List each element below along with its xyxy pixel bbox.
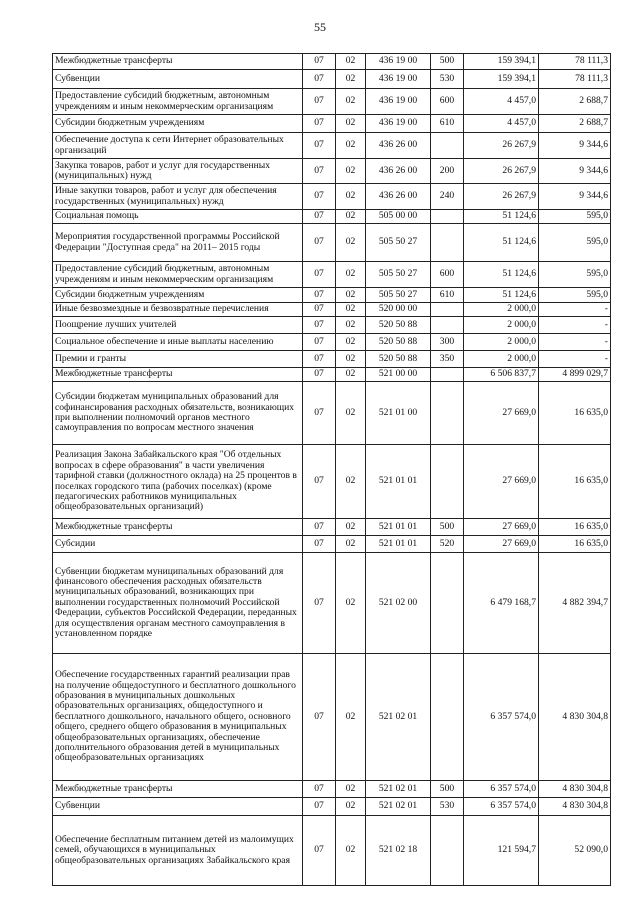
cell-expense-type: 300 <box>431 334 464 351</box>
cell-target-article: 436 19 00 <box>366 115 431 133</box>
cell-expense-type: 500 <box>431 54 464 70</box>
cell-subsection: 02 <box>336 317 366 334</box>
cell-section: 07 <box>303 89 336 115</box>
cell-target-article: 521 00 00 <box>366 368 431 382</box>
table-row <box>53 54 611 70</box>
cell-amount-approved: 6 357 574,0 <box>464 781 539 798</box>
cell-section: 07 <box>303 210 336 224</box>
cell-subsection: 02 <box>336 553 366 654</box>
cell-expense-type: 610 <box>431 115 464 133</box>
cell-amount-approved: 26 267,9 <box>464 184 539 210</box>
cell-amount-approved: 27 669,0 <box>464 382 539 445</box>
cell-section: 07 <box>303 184 336 210</box>
table-row <box>53 317 611 334</box>
table-row <box>53 382 611 445</box>
cell-expense-type: 240 <box>431 184 464 210</box>
cell-amount-executed: 9 344,6 <box>539 133 611 159</box>
cell-subsection: 02 <box>336 224 366 262</box>
cell-amount-approved: 27 669,0 <box>464 536 539 553</box>
cell-amount-executed: 9 344,6 <box>539 159 611 184</box>
cell-subsection: 02 <box>336 184 366 210</box>
cell-expense-type: 600 <box>431 89 464 115</box>
cell-expense-type <box>431 553 464 654</box>
cell-target-article: 505 00 00 <box>366 210 431 224</box>
cell-expense-type <box>431 224 464 262</box>
cell-name: Субсидии бюджетным учреждениям <box>53 115 303 133</box>
cell-subsection: 02 <box>336 536 366 553</box>
table-row <box>53 351 611 368</box>
cell-name: Премии и гранты <box>53 351 303 368</box>
table-row <box>53 553 611 654</box>
cell-amount-approved: 159 394,1 <box>464 70 539 89</box>
cell-amount-approved: 26 267,9 <box>464 159 539 184</box>
cell-name: Иные закупки товаров, работ и услуг для обеспечения государственных (муниципальных) нужд <box>53 184 303 210</box>
cell-section: 07 <box>303 781 336 798</box>
cell-amount-approved: 6 357 574,0 <box>464 798 539 816</box>
cell-name: Субсидии <box>53 536 303 553</box>
cell-amount-approved: 121 594,7 <box>464 816 539 886</box>
cell-name: Субвенции <box>53 798 303 816</box>
table-row <box>53 184 611 210</box>
cell-subsection: 02 <box>336 654 366 781</box>
cell-amount-executed: 4 830 304,8 <box>539 781 611 798</box>
table-row <box>53 654 611 781</box>
cell-amount-executed: 4 830 304,8 <box>539 798 611 816</box>
cell-amount-approved: 51 124,6 <box>464 224 539 262</box>
cell-name: Межбюджетные трансферты <box>53 368 303 382</box>
cell-amount-approved: 2 000,0 <box>464 303 539 317</box>
table-row <box>53 816 611 886</box>
cell-amount-executed: - <box>539 303 611 317</box>
cell-amount-approved: 51 124,6 <box>464 210 539 224</box>
cell-amount-executed: 2 688,7 <box>539 115 611 133</box>
cell-name: Реализация Закона Забайкальского края "Об отдельных вопросах в сфере образования" в части увеличения тарифной ставки (должностного оклада) на 25 процентов в поселках городского типа (рабочих поселках) (кроме педагогических работников муниципальных общеобразовательных организаций) <box>53 445 303 519</box>
table-row <box>53 224 611 262</box>
cell-target-article: 436 19 00 <box>366 70 431 89</box>
table-row <box>53 445 611 519</box>
cell-section: 07 <box>303 317 336 334</box>
cell-subsection: 02 <box>336 70 366 89</box>
table-row <box>53 159 611 184</box>
cell-section: 07 <box>303 519 336 536</box>
cell-section: 07 <box>303 382 336 445</box>
table-row <box>53 288 611 303</box>
cell-section: 07 <box>303 288 336 303</box>
cell-target-article: 436 19 00 <box>366 89 431 115</box>
cell-amount-executed: - <box>539 334 611 351</box>
cell-name: Субвенции бюджетам муниципальных образований для финансового обеспечения расходных обязательств муниципальных образований, возникающих при выполнении государственных полномочий Российской Федерации, субъектов Российской Федерации, переданных для осуществления органам местного самоуправления в установленном порядке <box>53 553 303 654</box>
cell-name: Поощрение лучших учителей <box>53 317 303 334</box>
cell-amount-executed: 2 688,7 <box>539 89 611 115</box>
cell-expense-type <box>431 382 464 445</box>
cell-expense-type: 610 <box>431 288 464 303</box>
cell-subsection: 02 <box>336 159 366 184</box>
table-row <box>53 798 611 816</box>
cell-expense-type: 520 <box>431 536 464 553</box>
cell-section: 07 <box>303 334 336 351</box>
cell-subsection: 02 <box>336 382 366 445</box>
cell-target-article: 436 26 00 <box>366 184 431 210</box>
cell-amount-executed: 16 635,0 <box>539 445 611 519</box>
cell-expense-type: 500 <box>431 519 464 536</box>
cell-amount-approved: 6 479 168,7 <box>464 553 539 654</box>
cell-name: Предоставление субсидий бюджетным, автономным учреждениям и иным некоммерческим организациям <box>53 89 303 115</box>
cell-expense-type <box>431 368 464 382</box>
cell-target-article: 436 26 00 <box>366 159 431 184</box>
cell-subsection: 02 <box>336 115 366 133</box>
cell-target-article: 520 50 88 <box>366 334 431 351</box>
cell-section: 07 <box>303 115 336 133</box>
table-row <box>53 303 611 317</box>
cell-target-article: 521 01 00 <box>366 382 431 445</box>
cell-target-article: 521 01 01 <box>366 519 431 536</box>
cell-amount-executed: 595,0 <box>539 210 611 224</box>
cell-target-article: 520 00 00 <box>366 303 431 317</box>
cell-section: 07 <box>303 159 336 184</box>
cell-subsection: 02 <box>336 133 366 159</box>
cell-amount-approved: 6 506 837,7 <box>464 368 539 382</box>
cell-amount-approved: 51 124,6 <box>464 262 539 288</box>
cell-section: 07 <box>303 224 336 262</box>
cell-amount-executed: 595,0 <box>539 224 611 262</box>
cell-section: 07 <box>303 445 336 519</box>
table-row <box>53 70 611 89</box>
cell-section: 07 <box>303 351 336 368</box>
budget-table-body <box>53 54 611 886</box>
cell-amount-executed: - <box>539 317 611 334</box>
cell-target-article: 521 02 01 <box>366 798 431 816</box>
cell-amount-executed: 16 635,0 <box>539 536 611 553</box>
cell-amount-executed: 4 882 394,7 <box>539 553 611 654</box>
cell-target-article: 521 01 01 <box>366 445 431 519</box>
table-row <box>53 519 611 536</box>
cell-target-article: 505 50 27 <box>366 224 431 262</box>
cell-amount-executed: 16 635,0 <box>539 382 611 445</box>
table-row <box>53 536 611 553</box>
cell-section: 07 <box>303 54 336 70</box>
cell-expense-type: 200 <box>431 159 464 184</box>
cell-amount-approved: 51 124,6 <box>464 288 539 303</box>
cell-amount-approved: 27 669,0 <box>464 445 539 519</box>
cell-target-article: 521 01 01 <box>366 536 431 553</box>
cell-expense-type <box>431 210 464 224</box>
cell-name: Обеспечение доступа к сети Интернет образовательных организаций <box>53 133 303 159</box>
cell-amount-executed: 595,0 <box>539 288 611 303</box>
cell-subsection: 02 <box>336 210 366 224</box>
cell-amount-approved: 4 457,0 <box>464 115 539 133</box>
cell-target-article: 521 02 01 <box>366 781 431 798</box>
cell-amount-executed: 78 111,3 <box>539 70 611 89</box>
cell-expense-type <box>431 816 464 886</box>
cell-section: 07 <box>303 798 336 816</box>
cell-amount-executed: 52 090,0 <box>539 816 611 886</box>
table-row <box>53 89 611 115</box>
cell-name: Предоставление субсидий бюджетным, автономным учреждениям и иным некоммерческим организациям <box>53 262 303 288</box>
cell-name: Субвенции <box>53 70 303 89</box>
cell-target-article: 520 50 88 <box>366 317 431 334</box>
cell-expense-type: 530 <box>431 70 464 89</box>
cell-subsection: 02 <box>336 351 366 368</box>
table-row <box>53 781 611 798</box>
cell-name: Межбюджетные трансферты <box>53 54 303 70</box>
cell-amount-approved: 2 000,0 <box>464 334 539 351</box>
cell-target-article: 521 02 00 <box>366 553 431 654</box>
cell-name: Субсидии бюджетным учреждениям <box>53 288 303 303</box>
cell-name: Субсидии бюджетам муниципальных образований для софинансирования расходных обязательств, возникающих при выполнении полномочий органов местного самоуправления по вопросам местного значения <box>53 382 303 445</box>
cell-target-article: 520 50 88 <box>366 351 431 368</box>
cell-section: 07 <box>303 536 336 553</box>
cell-subsection: 02 <box>336 445 366 519</box>
cell-amount-executed: 595,0 <box>539 262 611 288</box>
budget-table <box>52 53 611 886</box>
cell-section: 07 <box>303 553 336 654</box>
cell-section: 07 <box>303 262 336 288</box>
cell-amount-approved: 2 000,0 <box>464 351 539 368</box>
cell-subsection: 02 <box>336 54 366 70</box>
cell-expense-type <box>431 317 464 334</box>
table-row <box>53 133 611 159</box>
cell-expense-type <box>431 654 464 781</box>
cell-expense-type <box>431 133 464 159</box>
cell-expense-type: 600 <box>431 262 464 288</box>
cell-target-article: 436 26 00 <box>366 133 431 159</box>
cell-section: 07 <box>303 368 336 382</box>
cell-subsection: 02 <box>336 262 366 288</box>
cell-section: 07 <box>303 133 336 159</box>
cell-target-article: 505 50 27 <box>366 262 431 288</box>
cell-target-article: 521 02 01 <box>366 654 431 781</box>
table-row <box>53 115 611 133</box>
cell-expense-type <box>431 445 464 519</box>
cell-subsection: 02 <box>336 334 366 351</box>
cell-amount-executed: 78 111,3 <box>539 54 611 70</box>
cell-subsection: 02 <box>336 816 366 886</box>
cell-amount-approved: 2 000,0 <box>464 317 539 334</box>
cell-section: 07 <box>303 303 336 317</box>
table-row <box>53 262 611 288</box>
table-row <box>53 334 611 351</box>
cell-name: Обеспечение государственных гарантий реализации прав на получение общедоступного и бесплатного дошкольного образования в муниципальных дошкольных образовательных организациях, общедоступного и бесплатного дошкольного, начального общего, основного общего, среднего общего образования в муниципальных общеобразовательных организациях, обеспечение дополнительного образования детей в муниципальных общеобразовательных организациях <box>53 654 303 781</box>
cell-subsection: 02 <box>336 519 366 536</box>
cell-expense-type: 500 <box>431 781 464 798</box>
cell-name: Межбюджетные трансферты <box>53 519 303 536</box>
cell-subsection: 02 <box>336 798 366 816</box>
cell-expense-type: 530 <box>431 798 464 816</box>
cell-name: Межбюджетные трансферты <box>53 781 303 798</box>
cell-target-article: 521 02 18 <box>366 816 431 886</box>
cell-amount-executed: - <box>539 351 611 368</box>
table-row <box>53 210 611 224</box>
cell-name: Мероприятия государственной программы Российской Федерации "Доступная среда" на 2011– 2015 годы <box>53 224 303 262</box>
cell-amount-executed: 16 635,0 <box>539 519 611 536</box>
cell-amount-executed: 4 899 029,7 <box>539 368 611 382</box>
cell-expense-type: 350 <box>431 351 464 368</box>
cell-subsection: 02 <box>336 303 366 317</box>
cell-amount-approved: 27 669,0 <box>464 519 539 536</box>
cell-name: Закупка товаров, работ и услуг для государственных (муниципальных) нужд <box>53 159 303 184</box>
cell-amount-approved: 4 457,0 <box>464 89 539 115</box>
cell-name: Иные безвозмездные и безвозвратные перечисления <box>53 303 303 317</box>
cell-subsection: 02 <box>336 781 366 798</box>
cell-amount-approved: 26 267,9 <box>464 133 539 159</box>
cell-subsection: 02 <box>336 368 366 382</box>
cell-amount-approved: 6 357 574,0 <box>464 654 539 781</box>
cell-target-article: 505 50 27 <box>366 288 431 303</box>
cell-name: Обеспечение бесплатным питанием детей из малоимущих семей, обучающихся в муниципальных общеобразовательных организациях Забайкальского края <box>53 816 303 886</box>
cell-subsection: 02 <box>336 288 366 303</box>
page-number: 55 <box>314 20 326 34</box>
cell-section: 07 <box>303 654 336 781</box>
cell-amount-executed: 4 830 304,8 <box>539 654 611 781</box>
cell-name: Социальное обеспечение и иные выплаты населению <box>53 334 303 351</box>
cell-section: 07 <box>303 816 336 886</box>
cell-amount-executed: 9 344,6 <box>539 184 611 210</box>
cell-subsection: 02 <box>336 89 366 115</box>
cell-name: Социальная помощь <box>53 210 303 224</box>
cell-target-article: 436 19 00 <box>366 54 431 70</box>
cell-section: 07 <box>303 70 336 89</box>
cell-amount-approved: 159 394,1 <box>464 54 539 70</box>
table-row <box>53 368 611 382</box>
cell-expense-type <box>431 303 464 317</box>
